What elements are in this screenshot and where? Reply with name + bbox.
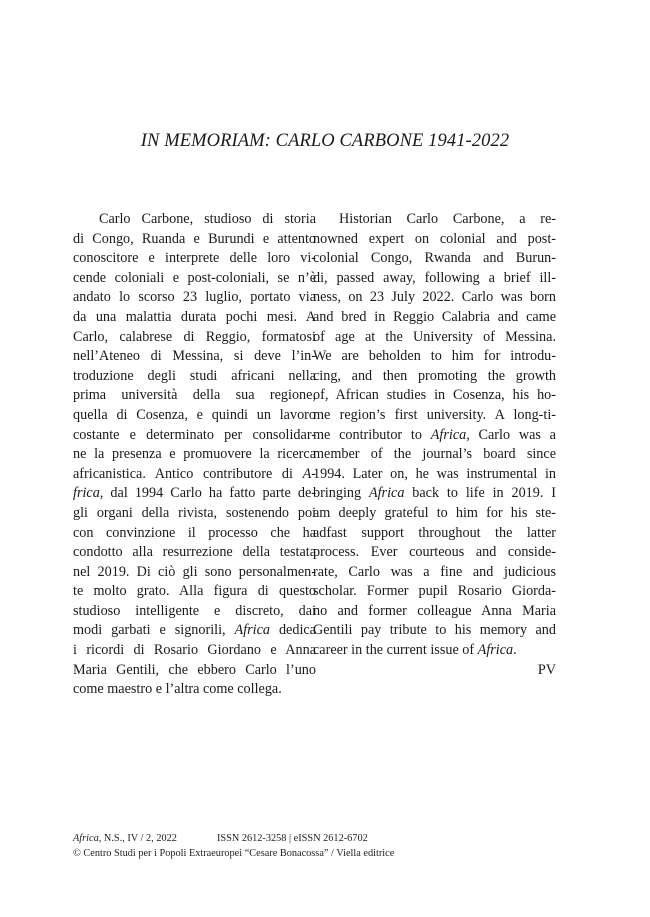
text-line: frica, dal 1994 Carlo ha fatto parte de- [73,485,316,502]
text-line: scholar. Former pupil Rosario Giorda- [313,583,556,600]
text-line: te molto grato. Alla figura di questo [73,583,316,600]
text-line: di, passed away, following a brief ill- [313,269,556,286]
text-line: con convinzione il processo che ha [73,524,316,541]
text-line: colonial Congo, Rwanda and Burun- [313,250,556,267]
article-title: IN MEMORIAM: CARLO CARBONE 1941-2022 [140,131,510,151]
text-line: no and former colleague Anna Maria [313,602,556,619]
text-line: africanistica. Antico contributore di A- [73,465,316,482]
text-line: ne la presenza e promuovere la ricerca [73,446,316,463]
text-line: ness, on 23 July 2022. Carlo was born [313,289,556,306]
text-line: i ricordi di Rosario Giordano e Anna [73,642,316,659]
text-line: Carlo, calabrese di Reggio, formatosi [73,328,316,345]
text-line: We are beholden to him for introdu- [313,348,556,365]
text-line: cing, and then promoting the growth [313,367,556,384]
text-line: nell’Ateneo di Messina, si deve l’in- [73,348,316,365]
text-line: me region’s first university. A long-ti- [313,406,556,423]
text-line: prima università della sua regione, [73,387,316,404]
text-line: nowned expert on colonial and post- [313,230,556,247]
text-line: conoscitore e interprete delle loro vi- [73,250,316,267]
text-line: nel 2019. Di ciò gli sono personalmen- [73,563,316,580]
text-line: career in the current issue of Africa. [313,642,517,659]
text-line: andato lo scorso 23 luglio, portato via [73,289,316,306]
text-line: Historian Carlo Carbone, a re- [339,211,556,227]
italian-column [73,210,316,700]
footer-volume: , N.S., IV / 2, 2022 [98,833,177,844]
text-line: process. Ever courteous and conside- [313,544,556,561]
text-line: bringing Africa back to life in 2019. I [313,485,557,502]
page-footer [73,831,394,861]
text-line: gli organi della rivista, sostenendo poi [73,504,316,521]
text-line: rate, Carlo was a fine and judicious [313,563,556,580]
text-line: di Congo, Ruanda e Burundi e attento [73,230,316,247]
text-line: da una malattia durata pochi mesi. A [73,308,316,325]
text-line: me contributor to Africa, Carlo was a [313,426,556,443]
text-line: troduzione degli studi africani nella [73,367,316,384]
footer-journal-name: Africa [73,833,99,844]
footer-copyright: © Centro Studi per i Popoli Extraeuropei “Cesare Bonacossa” / Viella editrice [73,848,395,859]
text-line: am deeply grateful to him for his ste- [313,504,556,521]
text-line: come maestro e l’altra come collega. [73,681,282,698]
text-line: studioso intelligente e discreto, dai [73,602,316,619]
text-line: condotto alla resurrezione della testata [73,544,316,561]
english-column [313,210,556,680]
text-line: Gentili pay tribute to his memory and [313,622,556,639]
text-line: member of the journal’s board since [313,446,556,463]
text-line: modi garbati e signorili, Africa dedica [73,622,316,639]
text-line: of age at the University of Messina. [313,328,556,345]
text-line: cende coloniali e post-coloniali, se n’è [73,269,316,286]
text-line: 1994. Later on, he was instrumental in [313,465,556,482]
signature: PV [537,661,556,678]
footer-issn: ISSN 2612-3258 | eISSN 2612-6702 [216,833,368,844]
text-line: Carlo Carbone, studioso di storia [99,211,316,227]
text-line: of, African studies in Cosenza, his ho- [313,387,556,404]
text-line: adfast support throughout the latter [313,524,556,541]
text-line: quella di Cosenza, e quindi un lavoro [73,406,316,423]
text-line: Maria Gentili, che ebbero Carlo l’uno [73,661,316,678]
text-line: costante e determinato per consolidar- [73,426,316,443]
footer-citation-row [73,831,394,846]
text-line: and bred in Reggio Calabria and came [313,308,556,325]
